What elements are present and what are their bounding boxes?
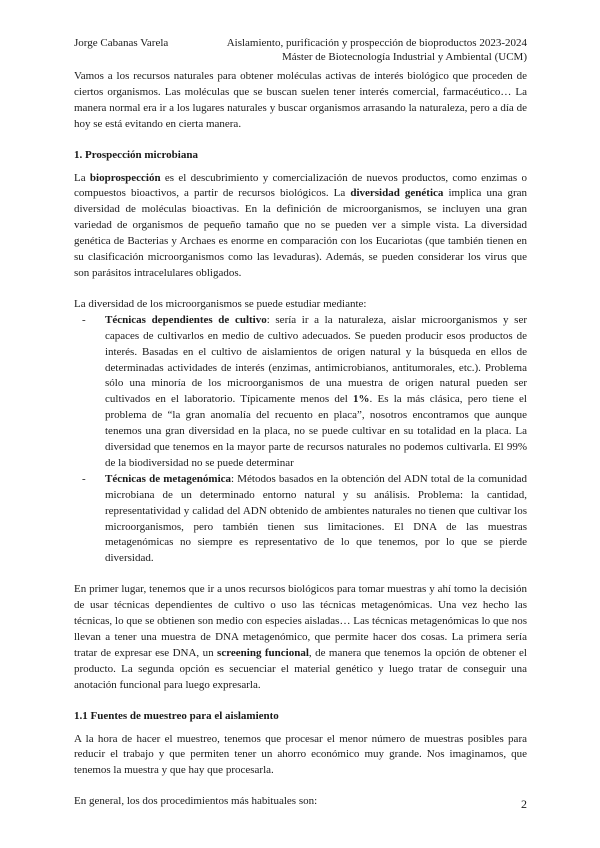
term-bioprospeccion: bioprospección xyxy=(89,171,161,184)
section-1-1-title: 1.1 Fuentes de muestreo para el aislamiento xyxy=(74,709,279,722)
item-title: Técnicas de metagenómica xyxy=(105,472,232,485)
page-body xyxy=(74,69,527,810)
text-run: En primer lugar, tenemos que ir a unos recursos biológicos para tomar muestras y ahí tomo la decisión de usar técnicas dependientes de cultivo o uso las técnicas metagenómicas. Una vez hecho las técnicas, lo que se obtienen son medio con especies aisladas… Las técnicas metagenómicas lo que nos llevan a tener una muestra de DNA metagenómico, que permite hacer dos cosas. La primera sería tratar de expresar ese DNA, un xyxy=(74,583,527,659)
list-item-metagenomica xyxy=(105,472,527,567)
section-1-1-paragraph-1: A la hora de hacer el muestreo, tenemos que procesar el menor número de muestras posibles para reducir el trabajo y que permiten tener un ahorro económico muy grande. Nos imaginamos, que tenemos la muestra y que hay que procesarla. xyxy=(74,732,527,777)
header-course-info xyxy=(227,36,527,64)
section-1-paragraph-3 xyxy=(74,582,527,693)
term-diversidad-genetica: diversidad genética xyxy=(350,187,444,200)
text-run: , de manera que tenemos la opción de obtener el producto. La segunda opción es secuenciar el material genético y luego tratar de conseguir una anotación funcional para luego expresarla. xyxy=(74,646,527,691)
page-number: 2 xyxy=(521,797,527,811)
header-author: Jorge Cabanas Varela xyxy=(74,37,169,49)
text-run: La xyxy=(74,171,90,184)
techniques-list xyxy=(74,313,527,568)
section-1-1-paragraph-2: En general, los dos procedimientos más habituales son: xyxy=(74,795,318,808)
text-run: implica una gran diversidad de moléculas bioactivas. En la definición de microorganismos, se incluyen una gran variedad de organismos de pequeño tamaño que no se pueden ver a simple vista. La diversidad genética de Bacterias y Archaes es enorme en comparación con los Eucariotas (que también tienen en su clasificación microorganismos como las levaduras). Además, se pueden considerar los virus que son parásitos intracelulares obligados. xyxy=(74,187,527,279)
item-text: : Métodos basados en la obtención del ADN total de la comunidad microbiana de un determinado entorno natural y su análisis. Problema: la cantidad, representatividad y calidad del ADN obtenido de ambientes naturales no tienen que cultivar los microorganismos, pero también tienen sus limitaciones. El DNA de las muestras metagenómicas no siempre es representativo de lo que tenemos, por lo que se pierde diversidad. xyxy=(105,472,528,565)
section-1-title: 1. Prospección microbiana xyxy=(74,148,198,161)
section-1-paragraph-1 xyxy=(74,171,527,282)
term-screening-funcional: screening funcional xyxy=(217,646,309,659)
item-text: . Es la más clásica, pero tiene el problema de “la gran anomalía del recuento en placa”, nosotros encontramos que aunque tenemos una gran diversidad en la placa, no se puede cultivar en su totalidad en la placa. La diversidad que tenemos en la mayor parte de recursos naturales no podemos cultivarla. El 99% de la biodiversidad no se puede determinar xyxy=(105,393,527,469)
header-program: Máster de Biotecnología Industrial y Ambiental (UCM) xyxy=(281,51,527,63)
intro-paragraph: Vamos a los recursos naturales para obtener moléculas activas de interés biológico que proceden de ciertos organismos. Las moléculas que se buscan suelen tener interés comercial, farmacéutico… La manera normal era ir a los lugares naturales y buscar organismos arrasando la naturaleza, pero a día de hoy se está evitando en cierta manera. xyxy=(74,70,527,130)
section-1-paragraph-2: La diversidad de los microorganismos se puede estudiar mediante: xyxy=(74,297,367,310)
item-title: Técnicas dependientes de cultivo xyxy=(105,313,267,326)
list-item-cultivo xyxy=(105,313,527,472)
header-course: Aislamiento, purificación y prospección de bioproductos 2023-2024 xyxy=(226,37,527,49)
text-run: es el descubrimiento y comercialización de nuevos productos, como enzimas o compuestos bioactivos, a partir de recursos biológicos. La xyxy=(74,171,527,200)
item-bold-percent: 1% xyxy=(353,393,370,406)
item-text: : sería ir a la naturaleza, aislar microorganismos y ser capaces de cultivarlos en medio de cultivo adecuados. Se pueden producir esos productos de interés. Basadas en el cultivo de aislamientos de origen natural y la búsqueda en ellos de determinadas actividades de interés (enzimas, antimicrobianos, antitumorales, etc.). Problema sólo una minoría de los microorganismos de una muestra de origen natural pueden ser cultivados en el laboratorio. Típicamente menos del xyxy=(105,313,527,406)
